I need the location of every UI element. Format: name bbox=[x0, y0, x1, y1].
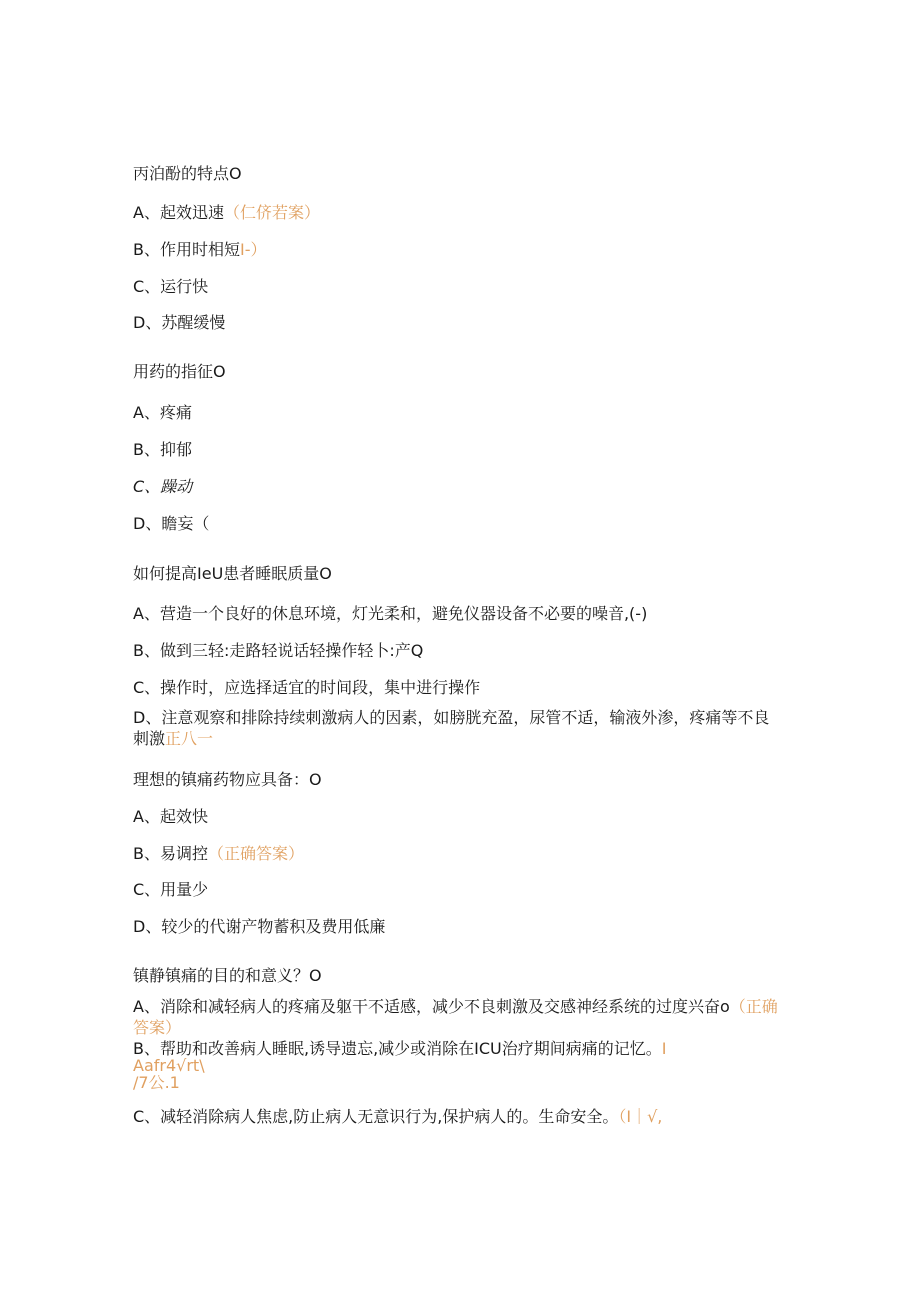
option-text: B、抑郁 bbox=[133, 440, 192, 459]
option-text: A、起效迅速 bbox=[133, 203, 224, 222]
answer-mark: （仁侪若案） bbox=[223, 203, 320, 222]
question-2-option-b bbox=[133, 440, 192, 460]
option-text: B、作用时相短 bbox=[133, 240, 240, 259]
answer-mark: I bbox=[661, 1039, 667, 1058]
question-5-option-c bbox=[133, 1107, 662, 1127]
question-4-option-c bbox=[133, 880, 208, 900]
answer-mark: （正确答案） bbox=[133, 997, 778, 1037]
question-3-option-d bbox=[133, 707, 781, 749]
question-4-option-d bbox=[133, 917, 385, 937]
option-text: C、用量少 bbox=[133, 880, 209, 899]
question-2-stem: 用药的指征O bbox=[133, 362, 226, 381]
answer-mark: （正确答案） bbox=[207, 844, 304, 863]
question-4-option-b bbox=[133, 844, 304, 864]
question-2-option-d bbox=[133, 514, 209, 534]
option-text: B、做到三轻:走路轻说话轻操作轻卜:产Q bbox=[133, 641, 424, 660]
answer-mark: （I｜√, bbox=[618, 1107, 663, 1126]
option-text: B、易调控 bbox=[133, 844, 208, 863]
question-3-option-a bbox=[133, 604, 647, 624]
option-text: A、疼痛 bbox=[133, 403, 192, 422]
option-text: C、躁动 bbox=[133, 477, 193, 496]
question-1-option-b bbox=[133, 240, 266, 260]
option-text: C、操作时，应选择适宜的时间段，集中进行操作 bbox=[133, 678, 481, 697]
question-5-stem: 镇静镇痛的目的和意义？O bbox=[133, 966, 322, 985]
question-4-option-a bbox=[133, 807, 208, 827]
question-4-stem: 理想的镇痛药物应具备：O bbox=[133, 770, 322, 789]
question-3-option-c bbox=[133, 678, 480, 698]
question-5-option-b-mark-line-2: /7公.1 bbox=[133, 1073, 180, 1092]
option-text: D、注意观察和排除持续刺激病人的因素，如膀胱充盈，尿管不适，输液外渗，疼痛等不良刺激 bbox=[133, 708, 770, 748]
answer-mark: 正八一 bbox=[165, 729, 214, 748]
question-2-option-c bbox=[133, 477, 192, 497]
option-text: B、帮助和改善病人睡眠,诱导遗忘,减少或消除在ICU治疗期间病痛的记忆。 bbox=[133, 1039, 662, 1058]
option-text: A、营造一个良好的休息环境，灯光柔和，避免仪器设备不必要的噪音, bbox=[133, 604, 630, 623]
question-1-option-d bbox=[133, 313, 225, 333]
question-1-option-c bbox=[133, 277, 208, 297]
question-3-option-b bbox=[133, 641, 423, 661]
question-2-option-a bbox=[133, 403, 192, 423]
question-3-stem: 如何提高IeU患者睡眠质量O bbox=[133, 564, 332, 583]
answer-mark: I-） bbox=[239, 240, 267, 259]
option-text: D、瞻妄（ bbox=[133, 514, 210, 533]
option-text: A、起效快 bbox=[133, 807, 208, 826]
question-1-stem: 丙泊酚的特点O bbox=[133, 164, 242, 183]
question-1-option-a bbox=[133, 203, 320, 223]
answer-mark: (-) bbox=[629, 604, 648, 623]
option-text: D、较少的代谢产物蓄积及费用低廉 bbox=[133, 917, 386, 936]
option-text: C、运行快 bbox=[133, 277, 209, 296]
question-5-option-b-mark-line-1: Aafr4√rt\ bbox=[133, 1056, 205, 1075]
option-text: C、减轻消除病人焦虑,防止病人无意识行为,保护病人的。生命安全。 bbox=[133, 1107, 619, 1126]
question-5-option-a bbox=[133, 996, 781, 1038]
option-text: D、苏醒缓慢 bbox=[133, 313, 226, 332]
option-text: A、消除和减轻病人的疼痛及躯干不适感，减少不良刺激及交感神经系统的过度兴奋o bbox=[133, 997, 730, 1016]
question-5-option-b bbox=[133, 1039, 666, 1059]
